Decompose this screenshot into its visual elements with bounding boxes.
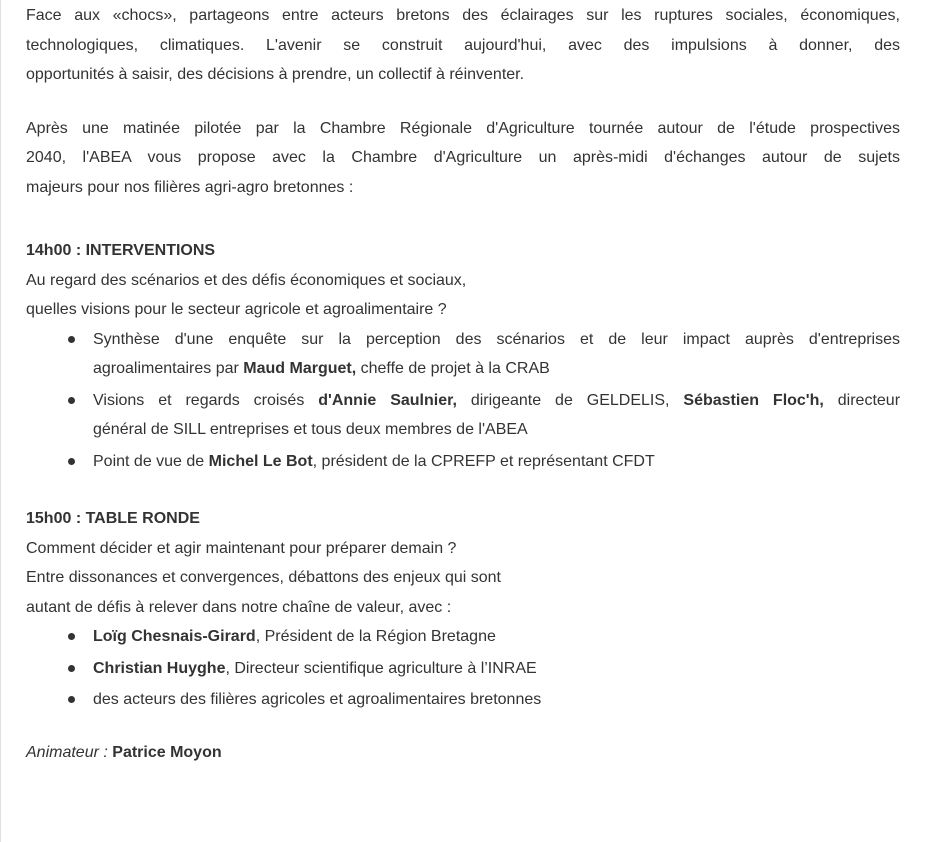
text-segment: Après une matinée pilotée par la Chambre Régionale d'Agriculture tournée autour de l'étude prospectives — [26, 119, 900, 137]
interventions-speaker-list — [26, 325, 900, 477]
intro-paragraph — [26, 1, 900, 90]
text-line — [26, 593, 900, 623]
text-line — [26, 60, 900, 90]
text-line — [26, 738, 900, 768]
bullet-list-item — [93, 447, 900, 477]
text-line — [93, 685, 900, 715]
emphasized-text: Loïg Chesnais-Girard — [93, 628, 256, 645]
text-segment: opportunités à saisir, des décisions à prendre, un collectif à réinventer. — [26, 66, 525, 83]
text-segment: cheffe de projet à la CRAB — [356, 360, 550, 377]
text-segment: général de SILL entreprises et tous deux membres de l'ABEA — [93, 421, 528, 438]
emphasized-text: 15h00 : TABLE RONDE — [26, 510, 200, 527]
emphasized-text: Patrice Moyon — [112, 743, 222, 761]
interventions-section — [26, 236, 900, 325]
table-ronde-section — [26, 504, 900, 622]
bullet-list-item — [93, 622, 900, 652]
text-line — [93, 622, 900, 652]
emphasized-text: 14h00 : INTERVENTIONS — [26, 242, 216, 259]
text-segment: dirigeante de GELDELIS, — [456, 391, 684, 409]
text-line — [26, 173, 900, 203]
text-segment: , président de la CPREFP et représentant CFDT — [312, 452, 655, 470]
text-line — [93, 415, 900, 445]
text-segment: , Président de la Région Bretagne — [255, 628, 496, 645]
text-segment: technologiques, climatiques. L'avenir se construit aujourd'hui, avec des impulsions à donner, des — [26, 36, 900, 54]
animator-line — [26, 738, 900, 768]
text-line — [26, 114, 900, 144]
table-ronde-speaker-list — [26, 622, 900, 715]
text-segment: majeurs pour nos filières agri-agro bretonnes : — [26, 178, 354, 196]
emphasized-text: d'Annie Saulnier, — [318, 391, 457, 409]
emphasized-text: Christian Huyghe — [93, 659, 226, 677]
text-segment: , Directeur scientifique agriculture à l’INRAE — [225, 659, 537, 677]
bullet-list-item — [93, 685, 900, 715]
text-segment: agroalimentaires par — [93, 360, 244, 377]
text-line — [93, 654, 900, 684]
emphasized-text: Maud Marguet, — [243, 360, 357, 377]
text-line — [26, 1, 900, 31]
text-line — [93, 354, 900, 384]
text-line — [93, 386, 900, 416]
text-line — [26, 534, 900, 564]
text-line — [93, 447, 900, 477]
bullet-list-item — [93, 386, 900, 445]
text-segment: Synthèse d'une enquête sur la perception des scénarios et de leur impact auprès d'entreprises — [93, 330, 900, 348]
text-segment: directeur — [823, 391, 901, 409]
text-line — [93, 325, 900, 355]
text-segment: des acteurs des filières agricoles et agroalimentaires bretonnes — [93, 691, 542, 708]
emphasized-text: Michel Le Bot — [208, 452, 313, 470]
bullet-list-item — [93, 325, 900, 384]
emphasized-text: Sébastien Floc'h, — [683, 391, 824, 409]
bullet-list-item — [93, 654, 900, 684]
text-line — [26, 295, 900, 325]
afternoon-paragraph — [26, 114, 900, 203]
italic-text: Animateur : — [26, 743, 113, 761]
text-line — [26, 143, 900, 173]
text-line — [26, 563, 900, 593]
text-line — [26, 236, 900, 266]
text-line — [26, 31, 900, 61]
text-segment: quelles visions pour le secteur agricole et agroalimentaire ? — [26, 301, 447, 318]
text-line — [26, 504, 900, 534]
text-segment: Au regard des scénarios et des défis économiques et sociaux, — [26, 271, 467, 289]
text-segment: Comment décider et agir maintenant pour préparer demain ? — [26, 539, 457, 557]
text-segment: Visions et regards croisés — [93, 391, 319, 409]
text-segment: 2040, l'ABEA vous propose avec la Chambre d'Agriculture un après-midi d'échanges autour de sujets — [26, 149, 900, 166]
text-segment: Entre dissonances et convergences, débattons des enjeux qui sont — [26, 569, 501, 586]
text-segment: Face aux «chocs», partageons entre acteurs bretons des éclairages sur les ruptures sociales, économiques, — [26, 7, 900, 24]
text-segment: Point de vue de — [93, 452, 209, 470]
text-segment: autant de défis à relever dans notre chaîne de valeur, avec : — [26, 598, 452, 616]
text-line — [26, 266, 900, 296]
